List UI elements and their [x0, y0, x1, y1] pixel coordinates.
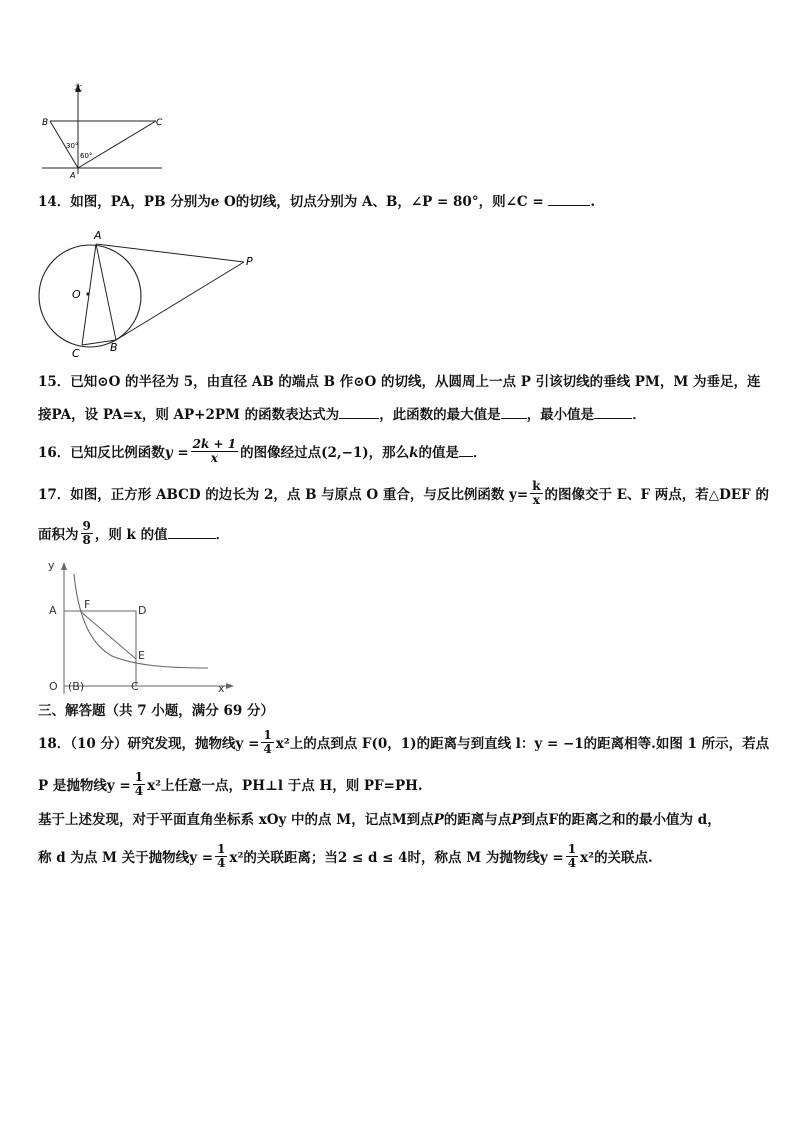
- question-16: 16．已知反比例函数y = $\frac{2k + 1}{x}$ 的图像经过点(2,−1)，那么k的值是 ．: [38, 437, 487, 465]
- fraction-2k1-over-x: $\frac{2k + 1}{x}$: [192, 437, 237, 465]
- question-18-line-1: 18．（10 分）研究发现，抛物线y = $\frac{1}{4}$ x²上的点到点 F(0，1)的距离与到直线 l：y = −1的距离相等.如图 1 所示，若点: [38, 728, 770, 756]
- fig14-label-b: B: [110, 341, 118, 354]
- figure-square-hyperbola: [40, 556, 240, 698]
- fig17-label-e: E: [138, 649, 145, 662]
- figure-north-angle: [36, 80, 166, 180]
- question-17-line-1: 17．如图，正方形 ABCD 的边长为 2，点 B 与原点 O 重合，与反比例函数 y= $\frac{k}{x}$ 的图像交于 E、F 两点，若△DEF 的: [38, 479, 769, 507]
- fig17-axis-x: x: [218, 682, 225, 695]
- answer-blank[interactable]: [548, 191, 590, 206]
- fig17-label-f: F: [84, 598, 91, 611]
- fig17-label-a: A: [49, 604, 57, 617]
- fig14-label-a: A: [94, 229, 102, 242]
- answer-blank[interactable]: [339, 404, 379, 419]
- answer-blank[interactable]: [501, 404, 527, 419]
- question-17-line-2: 面积为 $\frac{9}{8}$ ，则 k 的值 ．: [38, 519, 230, 547]
- fig13-north: 北: [74, 83, 82, 92]
- question-18-line-3: 基于上述发现，对于平面直角坐标系 xOy 中的点 M，记点M到点P的距离与点P到点F的距离之和的最小值为 d，: [38, 812, 721, 828]
- fraction-9-over-8: $\frac{9}{8}$: [82, 519, 91, 547]
- fig17-label-o: O: [49, 680, 58, 693]
- fig17-axis-y: y: [48, 559, 55, 572]
- fig14-label-o: O: [72, 288, 81, 301]
- fig17-label-d: D: [138, 604, 147, 617]
- figure-circle-tangents: [34, 228, 264, 358]
- fig17-label-c: C: [131, 680, 139, 693]
- fig13-label-c: C: [156, 118, 163, 128]
- question-15-line-2: 接PA，设 PA=x，则 AP+2PM 的函数表达式为 ，此函数的最大值是 ，最小值是 ．: [38, 404, 646, 425]
- fig17-label-b: (B): [68, 680, 85, 693]
- fig13-angle-60: 60°: [80, 152, 93, 160]
- fig13-label-a: A: [70, 171, 76, 180]
- question-18-line-2: P 是抛物线y = $\frac{1}{4}$ x²上任意一点，PH⊥l 于点 H，则 PF=PH.: [38, 770, 423, 798]
- question-14: 14．如图，PA，PB 分别为e O的切线，切点分别为 A、B，∠P = 80°，则∠C = .: [38, 191, 595, 212]
- fig13-label-b: B: [42, 118, 49, 128]
- question-15-line-1: 15．已知⊙O 的半径为 5，由直径 AB 的端点 B 作⊙O 的切线，从圆周上一点 P 引该切线的垂线 PM，M 为垂足，连: [38, 374, 761, 390]
- fig14-label-p: P: [246, 255, 253, 268]
- fraction-k-over-x: $\frac{k}{x}$: [532, 479, 541, 507]
- section-3-title: 三、解答题（共 7 小题，满分 69 分）: [38, 703, 274, 719]
- fig13-angle-30: 30°: [66, 142, 79, 150]
- fig14-label-c: C: [72, 347, 80, 358]
- answer-blank[interactable]: [459, 442, 473, 457]
- answer-blank[interactable]: [168, 524, 216, 539]
- question-18-line-4: 称 d 为点 M 关于抛物线y = $\frac{1}{4}$ x²的关联距离；当2 ≤ d ≤ 4时，称点 M 为抛物线y = $\frac{1}{4}$ x²的关联点.: [38, 842, 653, 870]
- answer-blank[interactable]: [594, 404, 632, 419]
